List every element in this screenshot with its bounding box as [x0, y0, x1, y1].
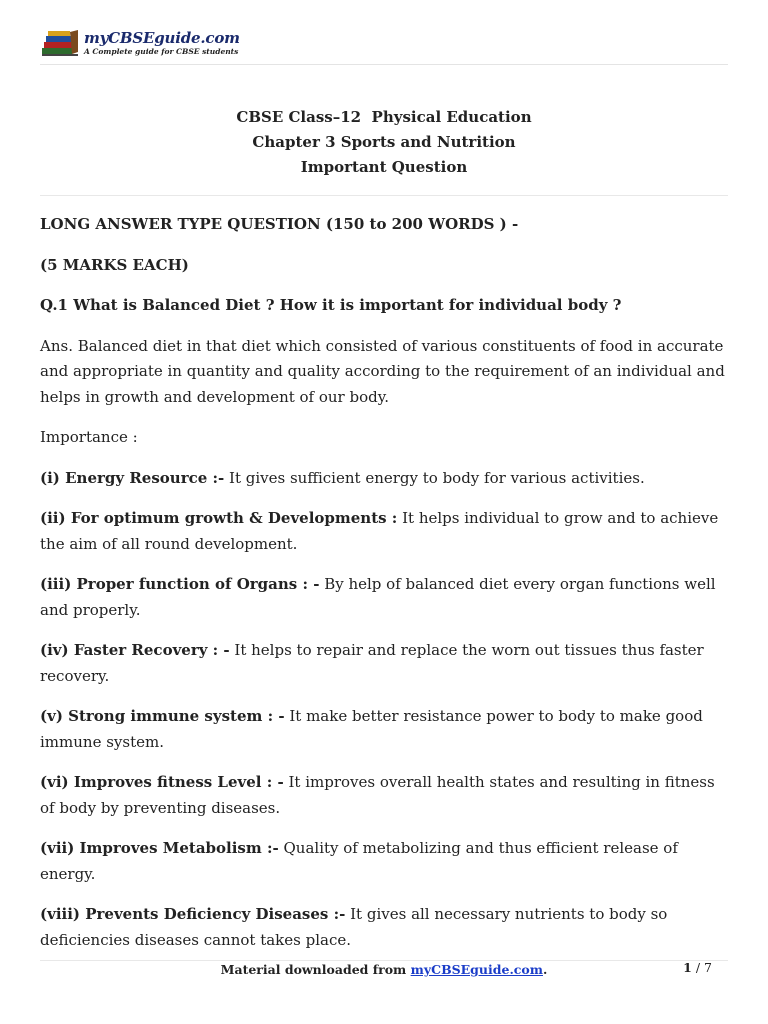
point-item — [40, 466, 728, 492]
importance-label: Importance : — [40, 428, 138, 446]
point-item — [40, 770, 728, 821]
point-label: (iii) Proper function of Organs : - — [40, 575, 320, 593]
page-footer — [0, 962, 768, 977]
document-title — [40, 105, 728, 180]
point-label: (v) Strong immune system : - — [40, 707, 285, 725]
title-class: CBSE Class–12 Physical Education — [236, 108, 532, 126]
title-chapter: Chapter 3 Sports and Nutrition — [252, 133, 516, 151]
point-text: It improves overall health states and resulting in fitness of body by preventing diseases. — [40, 773, 715, 817]
point-item — [40, 506, 728, 557]
page-header — [40, 22, 728, 65]
section-heading: LONG ANSWER TYPE QUESTION (150 to 200 WORDS ) - — [40, 215, 519, 233]
title-divider — [40, 195, 728, 196]
point-item — [40, 572, 728, 623]
footer-suffix: . — [542, 962, 548, 977]
books-logo-icon — [40, 28, 80, 58]
document-body — [40, 212, 728, 968]
point-label: (vii) Improves Metabolism :- — [40, 839, 279, 857]
point-item — [40, 638, 728, 689]
point-text: It gives sufficient energy to body for various activities. — [224, 468, 645, 487]
section-marks: (5 MARKS EACH) — [40, 255, 189, 274]
page-total: 7 — [704, 960, 712, 975]
question-text: Q.1 What is Balanced Diet ? How it is important for individual body ? — [40, 296, 622, 314]
point-label: (ii) For optimum growth & Developments : — [40, 509, 398, 527]
point-item — [40, 836, 728, 887]
point-text: It make better resistance power to body to make good immune system. — [40, 707, 703, 751]
point-text: Quality of metabolizing and thus efficient release of energy. — [40, 839, 678, 883]
point-text: It helps individual to grow and to achieve the aim of all round development. — [40, 509, 719, 553]
point-label: (vi) Improves fitness Level : - — [40, 773, 284, 791]
footer-prefix: Material downloaded from — [220, 962, 411, 977]
footer-site-link[interactable]: myCBSEguide.com — [410, 962, 543, 977]
title-subtitle: Important Question — [300, 158, 468, 176]
point-item — [40, 704, 728, 755]
point-text: It gives all necessary nutrients to body so deficiencies diseases cannot takes place. — [40, 905, 668, 949]
footer-divider — [40, 960, 728, 961]
brand-tagline: A Complete guide for CBSE students — [84, 46, 239, 56]
page-current: 1 — [683, 960, 692, 975]
point-text: By help of balanced diet every organ functions well and properly. — [40, 575, 716, 619]
point-label: (iv) Faster Recovery : - — [40, 641, 230, 659]
page-separator: / — [691, 960, 705, 975]
answer-text: Ans. Balanced diet in that diet which consisted of various constituents of food in accurate and appropriate in quantity and quality according to the requirement of an individual and helps in growth and development of our body. — [40, 336, 725, 406]
point-label: (viii) Prevents Deficiency Diseases :- — [40, 905, 346, 923]
point-label: (i) Energy Resource :- — [40, 468, 225, 487]
page-number — [683, 960, 712, 975]
brand-name: myCBSEguide.com — [84, 28, 240, 47]
point-text: It helps to repair and replace the worn out tissues thus faster recovery. — [40, 641, 704, 685]
point-item — [40, 902, 728, 953]
site-logo[interactable] — [40, 26, 240, 60]
